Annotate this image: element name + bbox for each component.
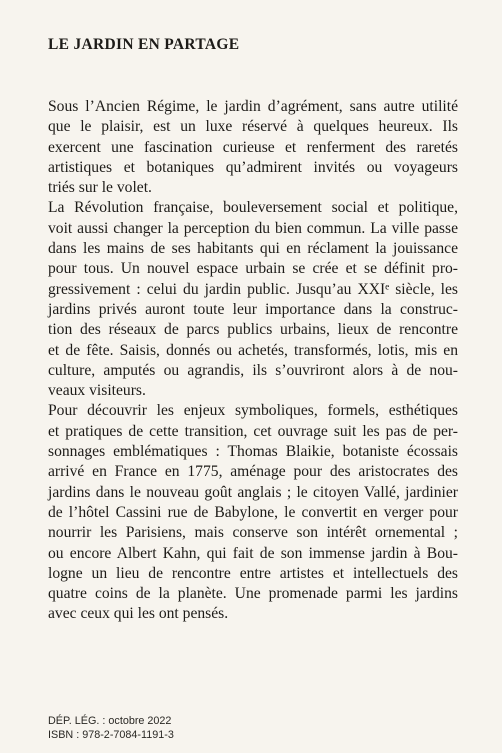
text-line: La Révolution française, bouleversement social et politique,: [48, 199, 458, 217]
text-line: nourrir les Parisiens, mais conserve son intérêt ornemental ;: [48, 524, 458, 542]
legal-info: [48, 714, 174, 742]
text-line: Pour découvrir les enjeux symboliques, formels, esthétiques: [48, 402, 458, 420]
text-line: logne un lieu de rencontre entre artistes et intellectuels des: [48, 564, 458, 582]
text-line: gressivement : celui du jardin public. Jusqu’au XXIᵉ siècle, les: [48, 280, 458, 298]
text-line: quatre coins de la planète. Une promenade parmi les jardins: [48, 585, 458, 603]
text-line: de l’hôtel Cassini rue de Babylone, le convertit en verger pour: [48, 503, 458, 521]
paragraph-2: [48, 198, 458, 401]
isbn: ISBN : 978-2-7084-1191-3: [48, 729, 174, 741]
legal-deposit: DÉP. LÉG. : octobre 2022: [48, 715, 172, 727]
text-line: veaux visiteurs.: [48, 382, 146, 400]
text-line: Sous l’Ancien Régime, le jardin d’agrément, sans autre utilité: [48, 98, 458, 115]
text-line: pour tous. Un nouvel espace urbain se crée et se définit pro-: [48, 260, 458, 278]
text-line: culture, amputés ou agrandis, ils s’ouvriront alors à de nou-: [48, 361, 458, 379]
text-line: jardins privés auront toute leur importance dans la construc-: [48, 300, 458, 318]
paragraph-3: [48, 401, 458, 624]
text-line: arrivé en France en 1775, aménage pour des aristocrates des: [48, 463, 458, 481]
paragraph-1: [48, 97, 458, 198]
text-line: et pratiques de cette transition, cet ouvrage suit les pas de per-: [48, 422, 458, 440]
text-line: tion des réseaux de parcs publics urbains, lieux de rencontre: [48, 321, 458, 339]
text-line: avec ceux qui les ont pensés.: [48, 605, 229, 623]
text-line: dans les mains de ses habitants qui en réclament la jouissance: [48, 240, 458, 258]
text-line: sonnages emblématiques : Thomas Blaikie, botaniste écossais: [48, 443, 458, 461]
text-line: exercent une fascination curieuse et renferment des raretés: [48, 138, 458, 156]
text-line: que le plaisir, est un luxe réservé à quelques heureux. Ils: [48, 118, 458, 136]
blurb-text: [48, 97, 458, 625]
text-line: artistiques et botaniques qu’admirent invités ou voyageurs: [48, 158, 458, 176]
text-line: jardins dans le nouveau goût anglais ; le citoyen Vallé, jardinier: [48, 483, 458, 501]
book-title: LE JARDIN EN PARTAGE: [48, 36, 240, 53]
text-line: voit aussi changer la perception du bien commun. La ville passe: [48, 219, 458, 237]
text-line: triés sur le volet.: [48, 179, 152, 197]
text-line: et de fête. Saisis, donnés ou achetés, transformés, lotis, mis en: [48, 341, 458, 359]
text-line: ou encore Albert Kahn, qui fait de son immense jardin à Bou-: [48, 544, 458, 562]
